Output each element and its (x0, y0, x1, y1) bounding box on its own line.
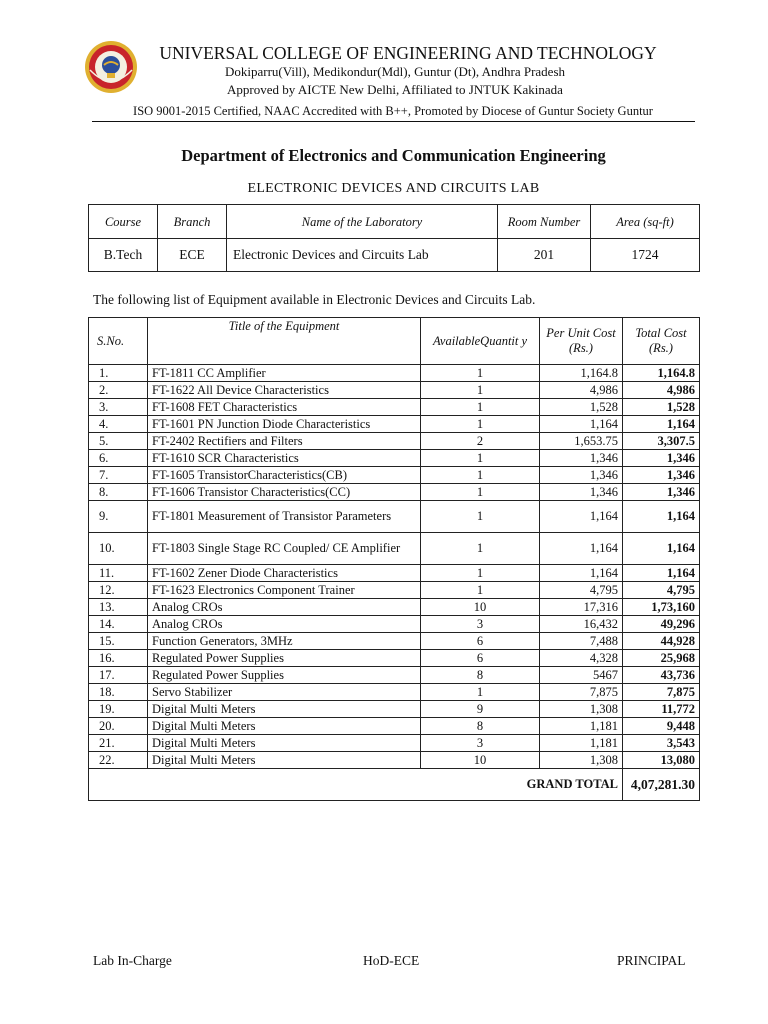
equipment-total-cost: 3,307.5 (623, 433, 700, 450)
equipment-intro: The following list of Equipment available in Electronic Devices and Circuits Lab. (93, 292, 536, 307)
equipment-sno: 2. (89, 382, 148, 399)
equipment-sno: 16. (89, 650, 148, 667)
equipment-unit-cost: 7,875 (540, 684, 623, 701)
equipment-unit-cost: 1,164 (540, 533, 623, 565)
signature-hod: HoD-ECE (363, 953, 420, 968)
equipment-total-cost: 1,346 (623, 467, 700, 484)
lab-info-table (88, 204, 700, 272)
equipment-total-cost: 1,164 (623, 416, 700, 433)
equipment-qty: 9 (421, 701, 540, 718)
equipment-qty: 1 (421, 450, 540, 467)
equipment-title: FT-1610 SCR Characteristics (148, 450, 421, 467)
equipment-unit-cost: 16,432 (540, 616, 623, 633)
table-row (89, 382, 700, 399)
equipment-total-cost: 13,080 (623, 752, 700, 769)
equipment-qty: 10 (421, 752, 540, 769)
equipment-sno: 17. (89, 667, 148, 684)
equipment-unit-cost: 1,346 (540, 484, 623, 501)
lab-info-room: 201 (498, 239, 591, 272)
equipment-unit-cost: 1,308 (540, 701, 623, 718)
lab-info-header-room: Room Number (498, 205, 591, 239)
equipment-qty: 3 (421, 735, 540, 752)
equipment-qty: 3 (421, 616, 540, 633)
equipment-sno: 3. (89, 399, 148, 416)
equipment-qty: 1 (421, 484, 540, 501)
table-row (89, 616, 700, 633)
equipment-title: Function Generators, 3MHz (148, 633, 421, 650)
equipment-sno: 22. (89, 752, 148, 769)
equipment-unit-cost: 1,308 (540, 752, 623, 769)
table-row (89, 599, 700, 616)
equipment-unit-cost: 1,181 (540, 735, 623, 752)
equipment-title: FT-1606 Transistor Characteristics(CC) (148, 484, 421, 501)
equipment-title: FT-1605 TransistorCharacteristics(CB) (148, 467, 421, 484)
equipment-total-cost: 25,968 (623, 650, 700, 667)
table-row (89, 484, 700, 501)
equipment-qty: 1 (421, 365, 540, 382)
equipment-sno: 8. (89, 484, 148, 501)
equipment-header-title: Title of the Equipment (148, 318, 421, 365)
equipment-unit-cost: 1,181 (540, 718, 623, 735)
equipment-sno: 18. (89, 684, 148, 701)
lab-info-header-area: Area (sq-ft) (591, 205, 700, 239)
equipment-qty: 10 (421, 599, 540, 616)
equipment-sno: 11. (89, 565, 148, 582)
equipment-sno: 13. (89, 599, 148, 616)
equipment-table (88, 317, 700, 801)
equipment-total-cost: 1,346 (623, 484, 700, 501)
grand-total-value: 4,07,281.30 (623, 769, 700, 801)
equipment-title: Servo Stabilizer (148, 684, 421, 701)
lab-info-branch: ECE (158, 239, 227, 272)
equipment-qty: 1 (421, 565, 540, 582)
equipment-total-cost: 49,296 (623, 616, 700, 633)
equipment-total-cost: 1,164 (623, 501, 700, 533)
equipment-qty: 6 (421, 633, 540, 650)
equipment-unit-cost: 1,164 (540, 416, 623, 433)
lab-info-course: B.Tech (89, 239, 158, 272)
equipment-total-cost: 4,986 (623, 382, 700, 399)
equipment-qty: 1 (421, 382, 540, 399)
equipment-title: FT-1811 CC Amplifier (148, 365, 421, 382)
equipment-title: Analog CROs (148, 616, 421, 633)
equipment-sno: 5. (89, 433, 148, 450)
equipment-total-cost: 44,928 (623, 633, 700, 650)
equipment-unit-cost: 1,164 (540, 565, 623, 582)
equipment-total-cost: 1,73,160 (623, 599, 700, 616)
equipment-unit-cost: 1,164.8 (540, 365, 623, 382)
equipment-title: FT-1803 Single Stage RC Coupled/ CE Amplifier (148, 533, 421, 565)
equipment-qty: 6 (421, 650, 540, 667)
lab-info-header-name: Name of the Laboratory (227, 205, 498, 239)
table-row (89, 565, 700, 582)
lab-info-area: 1724 (591, 239, 700, 272)
equipment-qty: 1 (421, 684, 540, 701)
equipment-sno: 19. (89, 701, 148, 718)
lab-info-name: Electronic Devices and Circuits Lab (227, 239, 498, 272)
table-row (89, 365, 700, 382)
equipment-unit-cost: 5467 (540, 667, 623, 684)
equipment-qty: 1 (421, 501, 540, 533)
signature-lab-incharge: Lab In-Charge (93, 953, 172, 968)
equipment-title: FT-2402 Rectifiers and Filters (148, 433, 421, 450)
table-row (89, 582, 700, 599)
equipment-header-total: Total Cost (Rs.) (623, 318, 700, 365)
lab-title: ELECTRONIC DEVICES AND CIRCUITS LAB (247, 181, 540, 196)
college-address: Dokiparru(Vill), Medikondur(Mdl), Guntur (Dt), Andhra Pradesh (224, 64, 566, 79)
equipment-sno: 6. (89, 450, 148, 467)
table-row (89, 650, 700, 667)
equipment-total-cost: 1,346 (623, 450, 700, 467)
table-row (89, 533, 700, 565)
equipment-total-cost: 1,164 (623, 533, 700, 565)
grand-total-label: GRAND TOTAL (89, 769, 623, 801)
equipment-header-unit: Per Unit Cost (Rs.) (540, 318, 623, 365)
equipment-sno: 20. (89, 718, 148, 735)
equipment-sno: 4. (89, 416, 148, 433)
equipment-unit-cost: 17,316 (540, 599, 623, 616)
equipment-unit-cost: 1,528 (540, 399, 623, 416)
equipment-title: FT-1622 All Device Characteristics (148, 382, 421, 399)
equipment-title: FT-1602 Zener Diode Characteristics (148, 565, 421, 582)
equipment-total-cost: 43,736 (623, 667, 700, 684)
equipment-total-cost: 3,543 (623, 735, 700, 752)
signature-principal: PRINCIPAL (617, 953, 686, 968)
equipment-qty: 8 (421, 667, 540, 684)
equipment-title: Digital Multi Meters (148, 701, 421, 718)
equipment-total-cost: 9,448 (623, 718, 700, 735)
equipment-header-qty: AvailableQuantit y (421, 318, 540, 365)
equipment-total-cost: 1,164 (623, 565, 700, 582)
table-row (89, 416, 700, 433)
table-row (89, 718, 700, 735)
header-divider (92, 121, 695, 122)
equipment-qty: 1 (421, 416, 540, 433)
equipment-title: Digital Multi Meters (148, 718, 421, 735)
equipment-sno: 14. (89, 616, 148, 633)
equipment-sno: 10. (89, 533, 148, 565)
college-emblem-icon (84, 40, 138, 94)
equipment-unit-cost: 4,795 (540, 582, 623, 599)
equipment-sno: 21. (89, 735, 148, 752)
equipment-title: Regulated Power Supplies (148, 650, 421, 667)
equipment-unit-cost: 4,986 (540, 382, 623, 399)
department-title: Department of Electronics and Communication Engineering (181, 146, 606, 165)
table-row (89, 752, 700, 769)
equipment-title: Digital Multi Meters (148, 735, 421, 752)
table-row (89, 433, 700, 450)
equipment-sno: 12. (89, 582, 148, 599)
table-row (89, 633, 700, 650)
equipment-unit-cost: 1,164 (540, 501, 623, 533)
equipment-qty: 1 (421, 467, 540, 484)
equipment-sno: 9. (89, 501, 148, 533)
equipment-sno: 15. (89, 633, 148, 650)
equipment-unit-cost: 7,488 (540, 633, 623, 650)
table-row (89, 735, 700, 752)
equipment-sno: 1. (89, 365, 148, 382)
equipment-unit-cost: 1,346 (540, 450, 623, 467)
equipment-sno: 7. (89, 467, 148, 484)
table-row (89, 467, 700, 484)
table-row (89, 450, 700, 467)
table-row (89, 684, 700, 701)
equipment-title: Analog CROs (148, 599, 421, 616)
equipment-unit-cost: 1,653.75 (540, 433, 623, 450)
equipment-total-cost: 4,795 (623, 582, 700, 599)
equipment-total-cost: 11,772 (623, 701, 700, 718)
equipment-qty: 1 (421, 533, 540, 565)
lab-info-header-course: Course (89, 205, 158, 239)
college-certification: ISO 9001-2015 Certified, NAAC Accredited with B++, Promoted by Diocese of Guntur Society Guntur (133, 104, 653, 118)
equipment-unit-cost: 4,328 (540, 650, 623, 667)
equipment-title: FT-1608 FET Characteristics (148, 399, 421, 416)
equipment-total-cost: 1,528 (623, 399, 700, 416)
college-name: UNIVERSAL COLLEGE OF ENGINEERING AND TECHNOLOGY (159, 43, 657, 63)
equipment-title: FT-1601 PN Junction Diode Characteristics (148, 416, 421, 433)
equipment-qty: 8 (421, 718, 540, 735)
equipment-qty: 1 (421, 399, 540, 416)
equipment-title: FT-1801 Measurement of Transistor Parameters (148, 501, 421, 533)
equipment-qty: 2 (421, 433, 540, 450)
equipment-title: FT-1623 Electronics Component Trainer (148, 582, 421, 599)
equipment-total-cost: 7,875 (623, 684, 700, 701)
equipment-title: Digital Multi Meters (148, 752, 421, 769)
table-row (89, 501, 700, 533)
college-approval: Approved by AICTE New Delhi, Affiliated to JNTUK Kakinada (227, 82, 563, 97)
table-row (89, 667, 700, 684)
table-row (89, 399, 700, 416)
equipment-title: Regulated Power Supplies (148, 667, 421, 684)
table-row (89, 701, 700, 718)
equipment-unit-cost: 1,346 (540, 467, 623, 484)
equipment-header-sno: S.No. (89, 318, 148, 365)
equipment-total-cost: 1,164.8 (623, 365, 700, 382)
equipment-qty: 1 (421, 582, 540, 599)
lab-info-header-branch: Branch (158, 205, 227, 239)
